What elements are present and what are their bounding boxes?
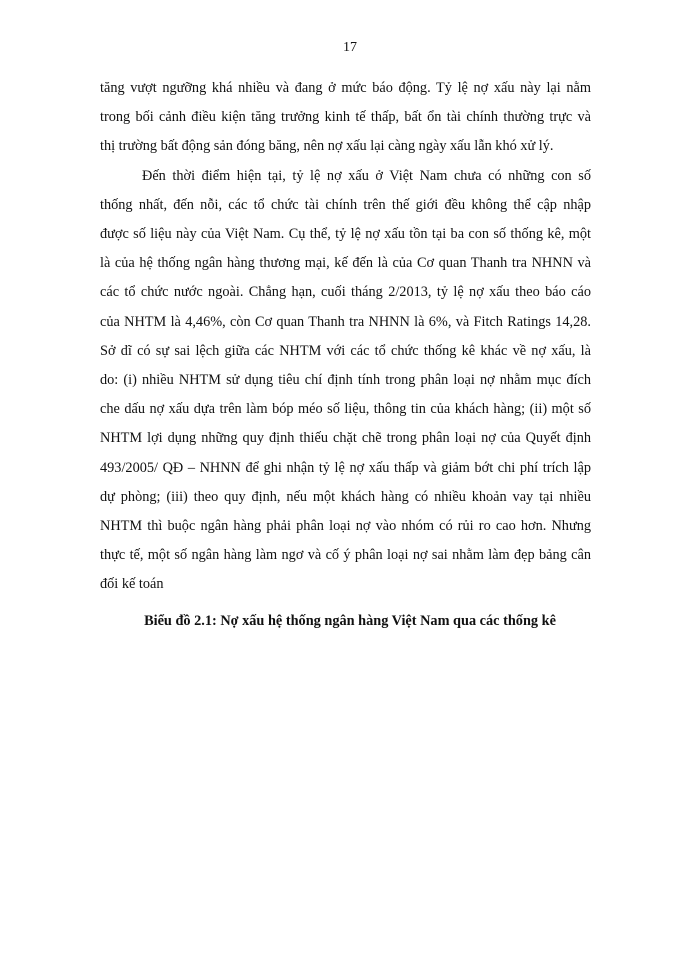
paragraph-line: Sở dĩ có sự sai lệch giữa các NHTM với các tổ chức thống kê khác về nợ xấu, là [100,342,591,359]
paragraph-line: NHTM lợi dụng những quy định thiếu chặt chẽ trong phân loại nợ của Quyết định [100,430,591,447]
caption-text: Nợ xấu hệ thống ngân hàng Việt Nam qua các thống kê [216,613,556,629]
paragraph-line: do: (i) nhiều NHTM sử dụng tiêu chí định tính trong phân loại nợ nhằm mục đích [100,372,591,389]
page-number: 17 [343,40,357,55]
paragraph-line: trong bối cảnh điều kiện tăng trưởng kinh tế thấp, bất ổn tài chính thường trực và [100,109,591,126]
paragraph-line: của NHTM là 4,46%, còn Cơ quan Thanh tra NHNN là 6%, và Fitch Ratings 14,28. [100,313,591,330]
paragraph-line: che dấu nợ xấu dựa trên làm bóp méo số liệu, thông tin của khách hàng; (ii) một số [100,401,591,418]
paragraph-line: tăng vượt ngưỡng khá nhiều và đang ở mức báo động. Tỷ lệ nợ xấu này lại nằm [100,80,591,96]
paragraph-line: thị trường bất động sản đóng băng, nên nợ xấu lại càng ngày xấu lẫn khó xử lý. [100,138,554,155]
paragraph-line: thống nhất, đến nỗi, các tổ chức tài chính trên thế giới đều không thể cập nhập [100,196,591,213]
paragraph-line: dự phòng; (iii) theo quy định, nếu một khách hàng có nhiều khoản vay tại nhiều [100,488,591,505]
paragraph-1 [100,74,591,162]
paragraph-line: 493/2005/ QĐ – NHNN để ghi nhận tỷ lệ nợ xấu thấp và giảm bớt chi phí trích lập [100,459,591,476]
paragraph-line: các tổ chức nước ngoài. Chẳng hạn, cuối tháng 2/2013, tỷ lệ nợ xấu theo báo cáo [100,284,591,301]
paragraph-line: thực tế, một số ngân hàng làm ngơ và cố ý phân loại nợ sai nhằm làm đẹp bảng cân [100,547,591,564]
caption-label: Biểu đồ 2.1: [144,613,217,629]
paragraph-line: NHTM thì buộc ngân hàng phải phân loại nợ vào nhóm có rủi ro cao hơn. Nhưng [100,518,591,535]
figure-caption [0,612,700,630]
paragraph-2 [100,162,591,600]
body-text [100,74,591,600]
paragraph-line: đối kế toán [100,576,164,593]
paragraph-line: được số liệu này của Việt Nam. Cụ thể, tỷ lệ nợ xấu tồn tại ba con số thống kê, một [100,226,591,243]
paragraph-line: là của hệ thống ngân hàng thương mại, kế đến là của Cơ quan Thanh tra NHNN và [100,255,591,272]
paragraph-line: Đến thời điểm hiện tại, tỷ lệ nợ xấu ở Việt Nam chưa có những con số [142,167,591,184]
